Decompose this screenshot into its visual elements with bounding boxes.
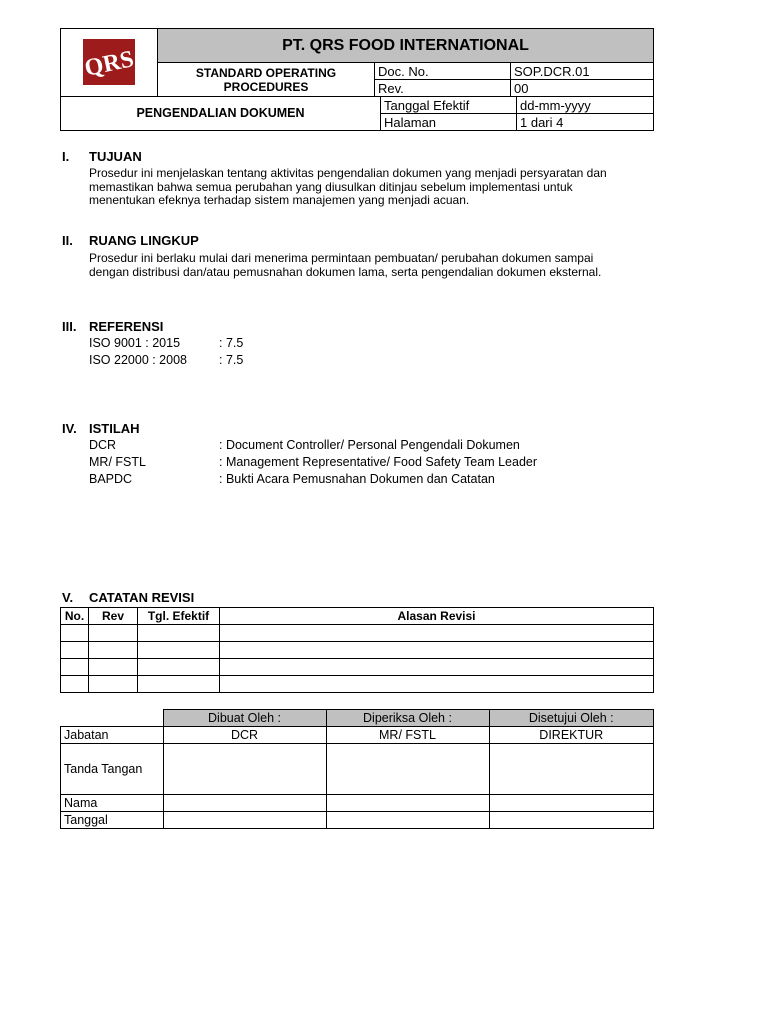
doc-no-label: Doc. No. [375,63,511,80]
paragraph-line: memastikan bahwa semua perubahan yang diusulkan ditinjau sebelum implementasi untuk [89,179,573,194]
col-rev-header: Rev [89,608,138,625]
table-row [61,795,654,812]
section-title: REFERENSI [89,319,164,334]
section-ruang-body [89,252,649,279]
logo-cell [61,29,158,97]
revision-table [60,607,654,693]
page-value: 1 dari 4 [517,114,654,131]
section-number: II. [62,233,73,248]
section-number: IV. [62,421,77,436]
reference-item [0,353,768,369]
term-item [0,455,768,471]
section-tujuan-heading [0,149,768,165]
section-istilah-heading [0,421,768,437]
section-title: TUJUAN [89,149,142,164]
reference-clause: : 7.5 [219,336,244,350]
section-tujuan-body [89,167,649,208]
table-row [61,659,654,676]
sop-line-2: PROCEDURES [223,79,309,94]
sop-line-1: STANDARD OPERATING [195,65,337,80]
section-title: ISTILAH [89,421,140,436]
document-title: PENGENDALIAN DOKUMEN [61,97,381,131]
col-reason-header: Alasan Revisi [220,608,654,625]
document-header-lower [60,96,654,131]
row-label: Jabatan [61,727,164,744]
section-number: III. [62,319,77,334]
section-number: I. [62,149,70,164]
revision-header-row [61,608,654,625]
table-row [61,727,654,744]
table-row [61,642,654,659]
signature-cell [326,744,489,795]
sop-heading [158,63,375,97]
term-abbreviation: MR/ FSTL [89,455,146,469]
reference-standard: ISO 22000 : 2008 [89,353,187,367]
page-label: Halaman [381,114,517,131]
term-abbreviation: BAPDC [89,472,133,486]
rev-value: 00 [511,80,654,97]
term-definition: : Bukti Acara Pemusnahan Dokumen dan Catatan [219,472,495,486]
term-definition: : Management Representative/ Food Safety Team Leader [219,455,538,469]
company-logo [80,36,138,88]
term-definition: : Document Controller/ Personal Pengendali Dokumen [219,438,520,452]
col-no-header: No. [61,608,89,625]
reference-item [0,336,768,352]
document-header [60,28,654,97]
table-row [61,676,654,693]
effective-date-value: dd-mm-yyyy [517,97,654,114]
approval-table [60,709,654,829]
paragraph-line: Prosedur ini berlaku mulai dari menerima permintaan pembuatan/ perubahan dokumen sampai [89,251,594,265]
row-label: Tanggal [61,812,164,829]
made-by-header: Dibuat Oleh : [163,710,326,727]
rev-label: Rev. [375,80,511,97]
signature-cell [163,744,326,795]
approved-by-header: Disetujui Oleh : [489,710,654,727]
term-item [0,438,768,454]
paragraph-line: dengan distribusi dan/atau pemusnahan dokumen lama, serta pengendalian dokumen eksternal. [89,264,602,279]
position-value: MR/ FSTL [326,727,489,744]
logo-text: QRS [82,45,137,82]
section-referensi-heading [0,319,768,335]
section-title: RUANG LINGKUP [89,233,199,248]
position-value: DIREKTUR [489,727,654,744]
term-abbreviation: DCR [89,438,117,452]
section-title: CATATAN REVISI [89,590,195,605]
doc-no-value: SOP.DCR.01 [511,63,654,80]
row-label: Tanda Tangan [61,744,164,795]
checked-by-header: Diperiksa Oleh : [326,710,489,727]
section-catatan-heading [0,590,768,606]
table-row [61,744,654,795]
paragraph-line: menentukan efeknya terhadap sistem manajemen yang menjadi acuan. [89,193,470,207]
table-row [61,625,654,642]
table-row [61,812,654,829]
col-date-header: Tgl. Efektif [138,608,220,625]
company-name: PT. QRS FOOD INTERNATIONAL [158,29,654,63]
effective-date-label: Tanggal Efektif [381,97,517,114]
reference-clause: : 7.5 [219,353,244,367]
paragraph-line: Prosedur ini menjelaskan tentang aktivitas pengendalian dokumen yang menjadi persyaratan dan [89,166,607,180]
position-value: DCR [163,727,326,744]
signature-cell [489,744,654,795]
section-number: V. [62,590,74,605]
row-label: Nama [61,795,164,812]
term-item [0,472,768,488]
reference-standard: ISO 9001 : 2015 [89,336,181,350]
section-ruang-heading [0,233,768,249]
approval-header-row [61,710,654,727]
